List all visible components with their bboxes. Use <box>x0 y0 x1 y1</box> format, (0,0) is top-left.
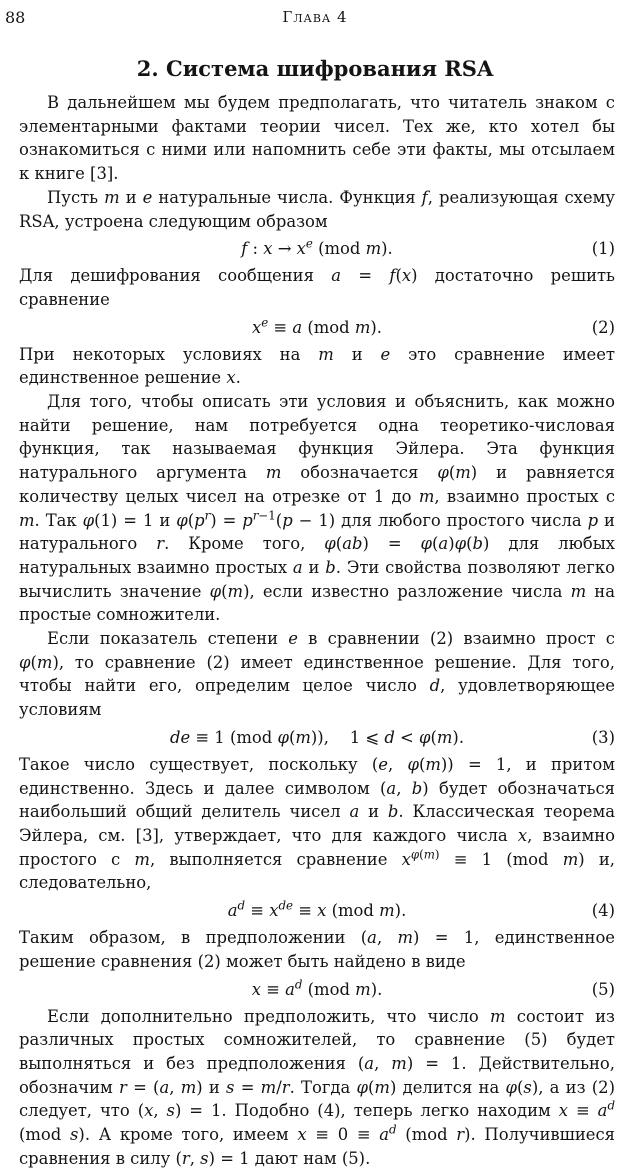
formula-number: (5) <box>592 974 615 1005</box>
paragraph: При некоторых условиях на m и e это сравнение имеет единственное решение x. <box>19 343 615 390</box>
formula-expression: $x^e \equiv a$ (mod m). <box>19 312 615 343</box>
formula-number: (1) <box>592 233 615 264</box>
formula <box>19 312 615 343</box>
formula-number: (3) <box>592 722 615 753</box>
formula <box>19 974 615 1005</box>
formula-expression: f : $x \to x^e$ (mod m). <box>19 233 615 264</box>
paragraph: Для дешифрования сообщения a = f(x) достаточно решить сравнение <box>19 264 615 311</box>
page-number: 88 <box>5 8 25 27</box>
formula <box>19 895 615 926</box>
formula-expression: $a^d \equiv x^{de} \equiv x$ (mod m). <box>19 895 615 926</box>
formula <box>19 722 615 753</box>
section-title: 2. Система шифрования RSA <box>0 56 630 81</box>
paragraph: Если показатель степени e в сравнении (2) взаимно прост с φ(m), то сравнение (2) имеет единственное решение. Для того, чтобы найти его, определим целое число d, удовлетворяющее условиям <box>19 627 615 722</box>
paragraph: Пусть m и e натуральные числа. Функция f, реализующая схему RSA, устроена следующим образом <box>19 186 615 233</box>
formula-number: (4) <box>592 895 615 926</box>
formula-expression: de ≡ 1 (mod φ(m)), 1 ⩽ d < φ(m). <box>19 722 615 753</box>
formula-expression: $x \equiv a^d$ (mod m). <box>19 974 615 1005</box>
paragraph: Для того, чтобы описать эти условия и объяснить, как можно найти решение, нам потребуется одна теоретико-числовая функция, так называемая функция Эйлера. Эта функция натурального аргумента m обозначается φ(m) и равняется количеству целых чисел на отрезке от 1 до m, взаимно простых с m. Так φ(1) = 1 и $\varphi(p^r) = p^{r-1}(p - 1)$ для любого простого числа p и натурального r. Кроме того, φ(ab) = φ(a)φ(b) для любых натуральных взаимно простых a и b. Эти свойства позволяют легко вычислить значение φ(m), если известно разложение числа m на простые сомножители. <box>19 390 615 627</box>
running-header-chapter: Глава 4 <box>0 8 630 26</box>
formula-number: (2) <box>592 312 615 343</box>
paragraph: Если дополнительно предположить, что число m состоит из различных простых сомножителей, то сравнение (5) будет выполняться и без предположения (a, m) = 1. Действительно, обозначим r = (a, m) и s = m/r. Тогда φ(m) делится на φ(s), а из (2) следует, что (x, s) = 1. Подобно (4), теперь легко находим $x \equiv a^d$ (mod s). А кроме того, имеем $x \equiv 0 \equiv a^d$ (mod r). Получившиеся сравнения в силу (r, s) = 1 дают нам (5). <box>19 1005 615 1170</box>
paragraph: Такое число существует, поскольку (e, φ(m)) = 1, и притом единственно. Здесь и далее символом (a, b) будет обозначаться наибольший общий делитель чисел a и b. Классическая теорема Эйлера, см. [3], утверждает, что для каждого числа x, взаимно простого с m, выполняется сравнение $x^{\varphi(m)} \equiv 1$ (mod m) и, следовательно, <box>19 753 615 895</box>
body-text <box>19 91 615 1170</box>
formula <box>19 233 615 264</box>
paragraph: Таким образом, в предположении (a, m) = 1, единственное решение сравнения (2) может быть найдено в виде <box>19 926 615 973</box>
paragraph: В дальнейшем мы будем предполагать, что читатель знаком с элементарными фактами теории чисел. Тех же, кто хотел бы ознакомиться с ними или напомнить себе эти факты, мы отсылаем к книге [3]. <box>19 91 615 186</box>
